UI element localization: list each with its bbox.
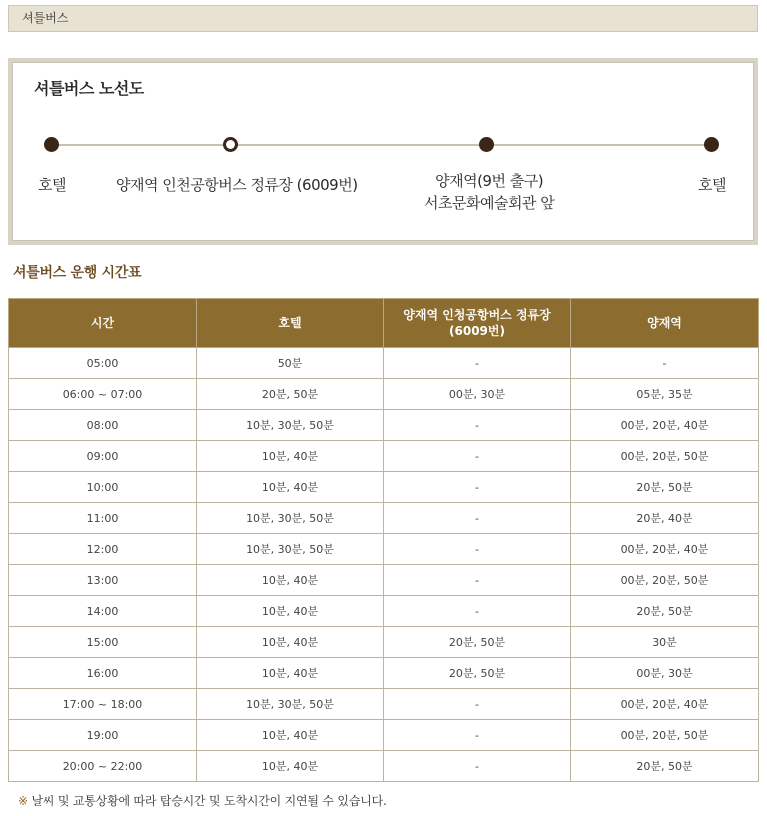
table-row [9, 627, 759, 658]
cell-hotel: 10분, 30분, 50분 [197, 503, 384, 534]
column-header-hotel: 호텔 [197, 299, 384, 348]
route-line [52, 144, 714, 146]
cell-airport-bus-stop: - [384, 503, 571, 534]
table-row [9, 689, 759, 720]
cell-airport-bus-stop: - [384, 534, 571, 565]
cell-airport-bus-stop: 20분, 50분 [384, 658, 571, 689]
stop-label-yangjae-airport-bus: 양재역 인천공항버스 정류장 (6009번) [116, 176, 358, 194]
cell-time: 08:00 [9, 410, 197, 441]
cell-airport-bus-stop: - [384, 472, 571, 503]
route-map-title: 셔틀버스 노선도 [34, 79, 144, 98]
cell-time: 05:00 [9, 348, 197, 379]
cell-airport-bus-stop: - [384, 689, 571, 720]
cell-airport-bus-stop: - [384, 596, 571, 627]
cell-hotel: 10분, 40분 [197, 441, 384, 472]
cell-yangjae: 30분 [571, 627, 759, 658]
page-header [8, 5, 758, 32]
cell-time: 14:00 [9, 596, 197, 627]
cell-yangjae: 20분, 50분 [571, 596, 759, 627]
cell-yangjae: 05분, 35분 [571, 379, 759, 410]
stop-label-hotel-end: 호텔 [698, 176, 726, 194]
table-row [9, 751, 759, 782]
cell-time: 12:00 [9, 534, 197, 565]
cell-hotel: 10분, 40분 [197, 658, 384, 689]
cell-hotel: 10분, 30분, 50분 [197, 410, 384, 441]
stop-dot-hotel-start [44, 137, 59, 152]
cell-airport-bus-stop: - [384, 410, 571, 441]
route-map-panel [8, 58, 758, 245]
table-row [9, 658, 759, 689]
cell-hotel: 10분, 40분 [197, 627, 384, 658]
cell-yangjae: 00분, 20분, 50분 [571, 720, 759, 751]
schedule-title: 셔틀버스 운행 시간표 [13, 265, 142, 281]
cell-yangjae: 20분, 50분 [571, 472, 759, 503]
table-row [9, 441, 759, 472]
cell-time: 06:00 ~ 07:00 [9, 379, 197, 410]
table-row [9, 720, 759, 751]
stop-label-hotel-start: 호텔 [38, 176, 66, 194]
cell-hotel: 10분, 30분, 50분 [197, 689, 384, 720]
cell-yangjae: 00분, 30분 [571, 658, 759, 689]
cell-time: 19:00 [9, 720, 197, 751]
table-row [9, 503, 759, 534]
stop-dot-yangjae-exit9 [479, 137, 494, 152]
cell-time: 09:00 [9, 441, 197, 472]
page-header-title: 셔틀버스 [22, 11, 69, 25]
cell-hotel: 10분, 40분 [197, 565, 384, 596]
column-header-yangjae: 양재역 [571, 299, 759, 348]
cell-yangjae: 00분, 20분, 50분 [571, 441, 759, 472]
footnote [18, 792, 387, 809]
cell-time: 13:00 [9, 565, 197, 596]
cell-yangjae: - [571, 348, 759, 379]
schedule-table [8, 298, 759, 782]
schedule-header-row [9, 299, 759, 348]
table-row [9, 596, 759, 627]
cell-airport-bus-stop: - [384, 751, 571, 782]
table-row [9, 534, 759, 565]
cell-hotel: 10분, 40분 [197, 751, 384, 782]
footnote-mark: ※ [18, 794, 28, 808]
table-row [9, 379, 759, 410]
cell-yangjae: 00분, 20분, 50분 [571, 565, 759, 596]
cell-airport-bus-stop: 00분, 30분 [384, 379, 571, 410]
stop-dot-hotel-end [704, 137, 719, 152]
cell-airport-bus-stop: - [384, 441, 571, 472]
cell-hotel: 50분 [197, 348, 384, 379]
cell-yangjae: 00분, 20분, 40분 [571, 534, 759, 565]
cell-hotel: 10분, 40분 [197, 720, 384, 751]
cell-yangjae: 00분, 20분, 40분 [571, 689, 759, 720]
cell-time: 20:00 ~ 22:00 [9, 751, 197, 782]
table-row [9, 410, 759, 441]
stop-dot-yangjae-airport-bus [223, 137, 238, 152]
table-row [9, 348, 759, 379]
cell-airport-bus-stop: 20분, 50분 [384, 627, 571, 658]
footnote-text: 날씨 및 교통상황에 따라 탑승시간 및 도착시간이 지연될 수 있습니다. [31, 794, 387, 808]
stop-label-yangjae-exit9: 양재역(9번 출구) 서초문화예술회관 앞 [424, 172, 555, 212]
cell-yangjae: 00분, 20분, 40분 [571, 410, 759, 441]
column-header-airport-bus-stop: 양재역 인청공항버스 정류장 (6009번) [384, 299, 571, 348]
table-row [9, 472, 759, 503]
cell-airport-bus-stop: - [384, 720, 571, 751]
cell-hotel: 20분, 50분 [197, 379, 384, 410]
cell-hotel: 10분, 30분, 50분 [197, 534, 384, 565]
cell-yangjae: 20분, 40분 [571, 503, 759, 534]
column-header-time: 시간 [9, 299, 197, 348]
cell-time: 15:00 [9, 627, 197, 658]
cell-time: 11:00 [9, 503, 197, 534]
cell-yangjae: 20분, 50분 [571, 751, 759, 782]
cell-time: 16:00 [9, 658, 197, 689]
cell-airport-bus-stop: - [384, 348, 571, 379]
cell-time: 17:00 ~ 18:00 [9, 689, 197, 720]
cell-time: 10:00 [9, 472, 197, 503]
cell-hotel: 10분, 40분 [197, 596, 384, 627]
table-row [9, 565, 759, 596]
cell-hotel: 10분, 40분 [197, 472, 384, 503]
cell-airport-bus-stop: - [384, 565, 571, 596]
